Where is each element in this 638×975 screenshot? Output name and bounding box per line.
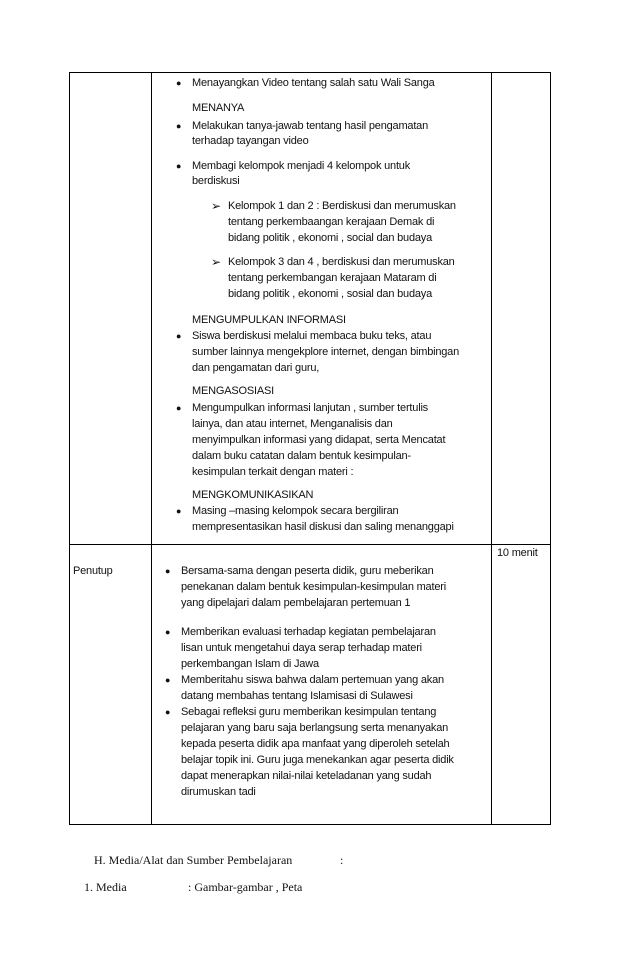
bullet-icon: ●	[165, 675, 171, 685]
bullet-icon: ●	[165, 566, 171, 576]
closing-text: yang dipelajari dalam pembelajaran pertemuan 1	[181, 597, 411, 609]
stage-label-penutup: Penutup	[73, 565, 113, 577]
column-divider-1	[151, 73, 152, 824]
activity-text: Menayangkan Video tentang salah satu Wali Sanga	[192, 77, 435, 89]
closing-text: Bersama-sama dengan peserta didik, guru meberikan	[181, 565, 434, 577]
activity-text: tentang perkembangan kerajaan Mataram di	[228, 272, 437, 284]
activity-text: menyimpulkan informasi yang didapat, serta Mencatat	[192, 434, 446, 446]
closing-text: Memberitahu siswa bahwa dalam pertemuan yang akan	[181, 674, 444, 686]
activity-text: tentang perkembaangan kerajaan Demak di	[228, 216, 435, 228]
column-divider-2	[491, 73, 492, 824]
bullet-icon: ●	[176, 506, 182, 516]
activity-text: sumber lainnya mengekplore internet, dengan bimbingan	[192, 346, 460, 358]
bullet-icon: ●	[176, 161, 182, 171]
activity-text: Siswa berdiskusi melalui membaca buku teks, atau	[192, 330, 432, 342]
activity-text: Masing –masing kelompok secara bergiliran	[192, 505, 399, 517]
closing-text: pelajaran yang baru saja berlangsung serta menanyakan	[181, 722, 449, 734]
bullet-icon: ●	[165, 627, 171, 637]
activity-text: dalam buku catatan dalam bentuk kesimpulan-	[192, 450, 411, 462]
activity-text: dan pengamatan dari guru,	[192, 362, 320, 374]
bullet-icon: ●	[176, 331, 182, 341]
closing-text: belajar topik ini. Guru juga menekankan agar peserta didik	[181, 754, 454, 766]
closing-text: Sebagai refleksi guru memberikan kesimpulan tentang	[181, 706, 437, 718]
activity-text: Kelompok 3 dan 4 , berdiskusi dan merumuskan	[228, 256, 455, 268]
section-heading-colon: :	[340, 853, 344, 867]
closing-text: perkembangan Islam di Jawa	[181, 658, 319, 670]
section-heading-informasi: MENGUMPULKAN INFORMASI	[192, 314, 346, 326]
section-heading-media: H. Media/Alat dan Sumber Pembelajaran	[94, 853, 293, 867]
section-heading-menanya: MENANYA	[192, 102, 245, 114]
media-label: 1. Media	[84, 880, 127, 894]
activity-text: Kelompok 1 dan 2 : Berdiskusi dan merumuskan	[228, 200, 456, 212]
activity-text: Mengumpulkan informasi lanjutan , sumber tertulis	[192, 402, 428, 414]
section-heading-mengasosiasi: MENGASOSIASI	[192, 385, 274, 397]
arrow-bullet-icon: ➢	[211, 255, 222, 269]
activity-text: mempresentasikan hasil diskusi dan saling menanggapi	[192, 521, 454, 533]
activity-text: bidang politik , ekonomi , sosial dan budaya	[228, 288, 433, 300]
activity-text: Membagi kelompok menjadi 4 kelompok untuk	[192, 160, 411, 172]
media-value: : Gambar-gambar , Peta	[188, 880, 303, 894]
arrow-bullet-icon: ➢	[211, 199, 222, 213]
activity-text: bidang politik , ekonomi , social dan budaya	[228, 232, 433, 244]
closing-text: datang membahas tentang Islamisasi di Sulawesi	[181, 690, 413, 702]
closing-text: Memberikan evaluasi terhadap kegiatan pembelajaran	[181, 626, 436, 638]
closing-text: dapat menerapkan nilai-nilai keteladanan yang sudah	[181, 770, 432, 782]
activity-text: berdiskusi	[192, 175, 240, 187]
bullet-icon: ●	[176, 403, 182, 413]
activity-text: Melakukan tanya-jawab tentang hasil pengamatan	[192, 120, 429, 132]
time-allocation: 10 menit	[497, 547, 538, 559]
bullet-icon: ●	[165, 707, 171, 717]
closing-text: kepada peserta didik apa manfaat yang diperoleh setelah	[181, 738, 450, 750]
section-heading-mengkomunikasikan: MENGKOMUNIKASIKAN	[192, 489, 314, 501]
activity-text: lainya, dan atau internet, Menganalisis dan	[192, 418, 393, 430]
closing-text: lisan untuk mengetahui daya serap terhadap materi	[181, 642, 422, 654]
bullet-icon: ●	[176, 78, 182, 88]
activity-text: kesimpulan terkait dengan materi :	[192, 466, 354, 478]
row-divider	[70, 544, 550, 545]
activity-text: terhadap tayangan video	[192, 135, 309, 147]
closing-text: penekanan dalam bentuk kesimpulan-kesimpulan materi	[181, 581, 446, 593]
closing-text: dirumuskan tadi	[181, 786, 256, 798]
bullet-icon: ●	[176, 121, 182, 131]
